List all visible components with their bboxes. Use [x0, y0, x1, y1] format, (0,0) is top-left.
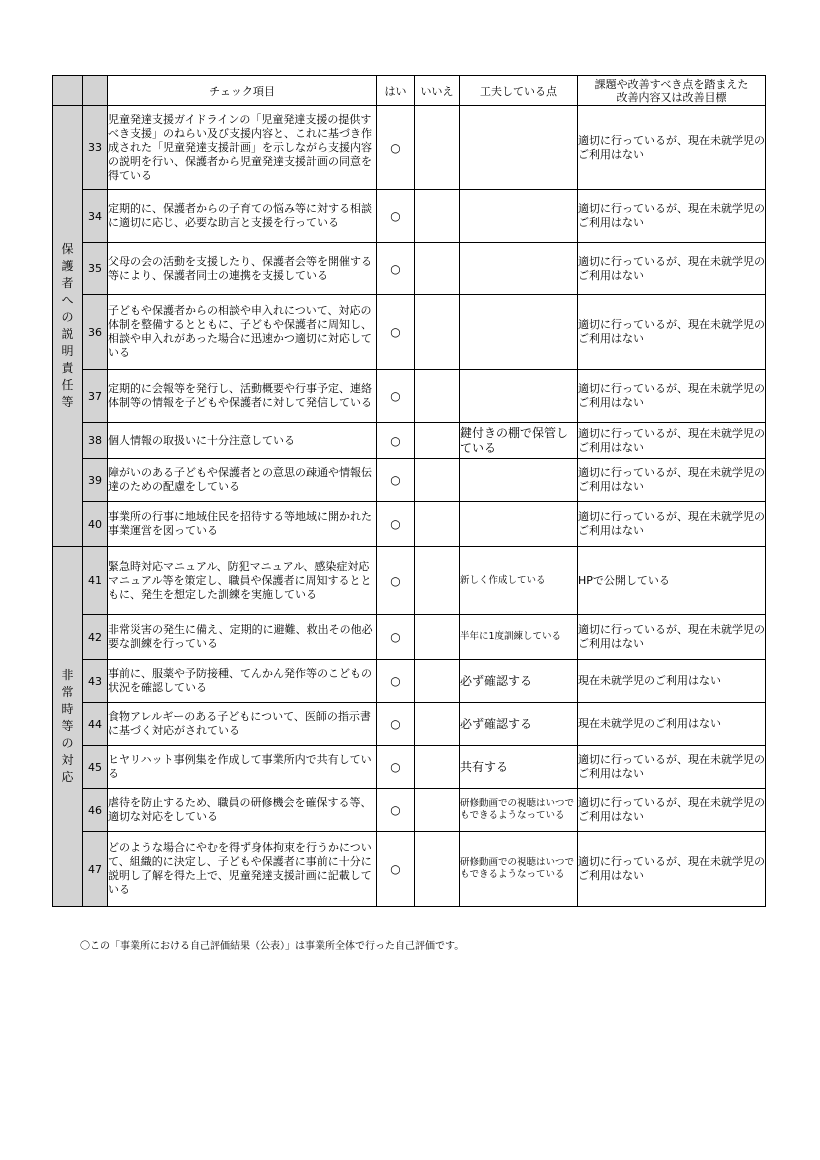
improvement-text: 適切に行っているが、現在未就学児のご利用はない	[578, 502, 766, 547]
effort-text: 共有する	[460, 746, 578, 789]
item-number: 33	[83, 106, 108, 190]
effort-text: 必ず確認する	[460, 660, 578, 703]
check-item-text: 父母の会の活動を支援したり、保護者会等を開催する等により、保護者同士の連携を支援している	[108, 243, 377, 295]
improvement-text: HPで公開している	[578, 547, 766, 615]
item-number: 46	[83, 789, 108, 832]
check-item-text: 事前に、服薬や予防接種、てんかん発作等のこどもの状況を確認している	[108, 660, 377, 703]
item-number: 43	[83, 660, 108, 703]
yes-mark: ○	[377, 295, 415, 370]
yes-mark: ○	[377, 615, 415, 660]
item-number: 45	[83, 746, 108, 789]
check-item-text: 個人情報の取扱いに十分注意している	[108, 423, 377, 459]
improvement-text: 適切に行っているが、現在未就学児のご利用はない	[578, 295, 766, 370]
improvement-header-line2: 改善内容又は改善目標	[616, 90, 727, 104]
check-item-text: 緊急時対応マニュアル、防犯マニュアル、感染症対応マニュアル等を策定し、職員や保護者に周知するとともに、発生を想定した訓練を実施している	[108, 547, 377, 615]
improvement-text: 適切に行っているが、現在未就学児のご利用はない	[578, 789, 766, 832]
effort-text	[460, 459, 578, 502]
no-header: いいえ	[415, 76, 460, 106]
no-mark	[415, 547, 460, 615]
self-evaluation-table	[52, 75, 766, 907]
table-row	[53, 502, 766, 547]
table-row	[53, 703, 766, 746]
improvement-header	[578, 76, 766, 106]
yes-mark: ○	[377, 502, 415, 547]
category-cell	[53, 547, 83, 907]
no-mark	[415, 832, 460, 907]
yes-mark: ○	[377, 660, 415, 703]
effort-text	[460, 190, 578, 243]
no-mark	[415, 502, 460, 547]
table-row	[53, 547, 766, 615]
effort-text	[460, 106, 578, 190]
table-row	[53, 423, 766, 459]
effort-text: 半年に1度訓練している	[460, 615, 578, 660]
table-header-row	[53, 76, 766, 106]
effort-text	[460, 370, 578, 423]
category-label: 保護者への説明責任等	[61, 242, 74, 409]
improvement-text: 適切に行っているが、現在未就学児のご利用はない	[578, 423, 766, 459]
number-header-cell	[83, 76, 108, 106]
no-mark	[415, 423, 460, 459]
item-number: 41	[83, 547, 108, 615]
yes-mark: ○	[377, 832, 415, 907]
table-row	[53, 370, 766, 423]
no-mark	[415, 789, 460, 832]
check-item-text: 食物アレルギーのある子どもについて、医師の指示書に基づく対応がされている	[108, 703, 377, 746]
item-number: 37	[83, 370, 108, 423]
item-number: 36	[83, 295, 108, 370]
effort-text: 研修動画での視聴はいつでもできるようなっている	[460, 832, 578, 907]
no-mark	[415, 295, 460, 370]
check-item-text: どのような場合にやむを得ず身体拘束を行うかについて、組織的に決定し、子どもや保護者に事前に十分に説明し了解を得た上で、児童発達支援計画に記載している	[108, 832, 377, 907]
effort-text: 研修動画での視聴はいつでもできるようなっている	[460, 789, 578, 832]
improvement-text: 適切に行っているが、現在未就学児のご利用はない	[578, 615, 766, 660]
yes-mark: ○	[377, 789, 415, 832]
improvement-text: 適切に行っているが、現在未就学児のご利用はない	[578, 106, 766, 190]
yes-mark: ○	[377, 746, 415, 789]
item-number: 39	[83, 459, 108, 502]
yes-header: はい	[377, 76, 415, 106]
improvement-text: 現在未就学児のご利用はない	[578, 703, 766, 746]
yes-mark: ○	[377, 370, 415, 423]
table-row	[53, 789, 766, 832]
check-item-text: 事業所の行事に地域住民を招待する等地域に開かれた事業運営を図っている	[108, 502, 377, 547]
no-mark	[415, 243, 460, 295]
check-item-text: 定期的に会報等を発行し、活動概要や行事予定、連絡体制等の情報を子どもや保護者に対して発信している	[108, 370, 377, 423]
table-row	[53, 746, 766, 789]
check-item-text: 虐待を防止するため、職員の研修機会を確保する等、適切な対応をしている	[108, 789, 377, 832]
item-number: 42	[83, 615, 108, 660]
yes-mark: ○	[377, 459, 415, 502]
item-number: 35	[83, 243, 108, 295]
check-item-header: チェック項目	[108, 76, 377, 106]
table-row	[53, 106, 766, 190]
no-mark	[415, 746, 460, 789]
category-cell	[53, 106, 83, 547]
table-row	[53, 190, 766, 243]
table-row	[53, 459, 766, 502]
check-item-text: 児童発達支援ガイドラインの「児童発達支援の提供すべき支援」のねらい及び支援内容と、これに基づき作成された「児童発達支援計画」を示しながら支援内容の説明を行い、保護者から児童発達支援計画の同意を得ている	[108, 106, 377, 190]
footnote: 〇この「事業所における自己評価結果（公表）」は事業所全体で行った自己評価です。	[80, 941, 465, 952]
item-number: 44	[83, 703, 108, 746]
effort-text	[460, 502, 578, 547]
effort-text: 必ず確認する	[460, 703, 578, 746]
table-row	[53, 243, 766, 295]
table-row	[53, 615, 766, 660]
improvement-header-line1: 課題や改善すべき点を踏まえた	[594, 77, 749, 91]
table-body	[53, 106, 766, 907]
improvement-text: 適切に行っているが、現在未就学児のご利用はない	[578, 370, 766, 423]
improvement-text: 適切に行っているが、現在未就学児のご利用はない	[578, 190, 766, 243]
item-number: 38	[83, 423, 108, 459]
no-mark	[415, 106, 460, 190]
yes-mark: ○	[377, 243, 415, 295]
effort-header: 工夫している点	[460, 76, 578, 106]
yes-mark: ○	[377, 190, 415, 243]
effort-text: 鍵付きの棚で保管している	[460, 423, 578, 459]
effort-text	[460, 295, 578, 370]
effort-text	[460, 243, 578, 295]
item-number: 40	[83, 502, 108, 547]
check-item-text: 定期的に、保護者からの子育ての悩み等に対する相談に適切に応じ、必要な助言と支援を行っている	[108, 190, 377, 243]
improvement-text: 適切に行っているが、現在未就学児のご利用はない	[578, 459, 766, 502]
table-row	[53, 832, 766, 907]
no-mark	[415, 615, 460, 660]
improvement-text: 適切に行っているが、現在未就学児のご利用はない	[578, 243, 766, 295]
no-mark	[415, 660, 460, 703]
no-mark	[415, 190, 460, 243]
no-mark	[415, 703, 460, 746]
improvement-text: 適切に行っているが、現在未就学児のご利用はない	[578, 832, 766, 907]
improvement-text: 現在未就学児のご利用はない	[578, 660, 766, 703]
check-item-text: 非常災害の発生に備え、定期的に避難、救出その他必要な訓練を行っている	[108, 615, 377, 660]
yes-mark: ○	[377, 547, 415, 615]
check-item-text: ヒヤリハット事例集を作成して事業所内で共有している	[108, 746, 377, 789]
yes-mark: ○	[377, 423, 415, 459]
effort-text: 新しく作成している	[460, 547, 578, 615]
check-item-text: 障がいのある子どもや保護者との意思の疎通や情報伝達のための配慮をしている	[108, 459, 377, 502]
improvement-text: 適切に行っているが、現在未就学児のご利用はない	[578, 746, 766, 789]
no-mark	[415, 370, 460, 423]
check-item-text: 子どもや保護者からの相談や申入れについて、対応の体制を整備するとともに、子どもや保護者に周知し、相談や申入れがあった場合に迅速かつ適切に対応している	[108, 295, 377, 370]
yes-mark: ○	[377, 703, 415, 746]
category-label: 非常時等の対応	[61, 668, 74, 784]
table-row	[53, 295, 766, 370]
yes-mark: ○	[377, 106, 415, 190]
table-row	[53, 660, 766, 703]
item-number: 34	[83, 190, 108, 243]
item-number: 47	[83, 832, 108, 907]
category-header-cell	[53, 76, 83, 106]
no-mark	[415, 459, 460, 502]
